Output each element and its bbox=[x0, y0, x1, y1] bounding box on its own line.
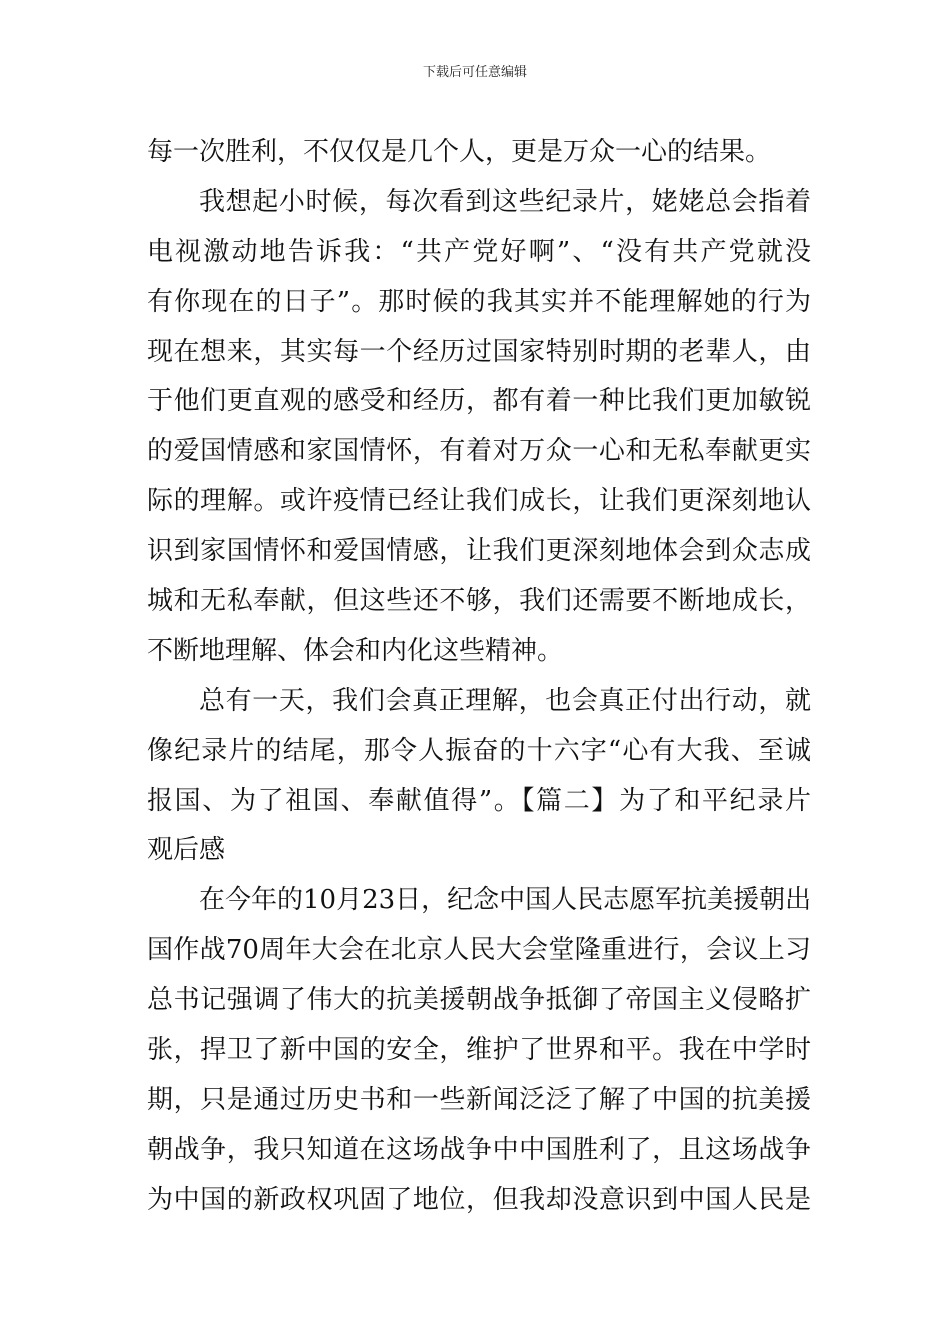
text-line: 报国、为了祖国、奉献值得”。【篇二】为了和平纪录片 bbox=[147, 785, 811, 816]
text-line: 期，只是通过历史书和一些新闻泛泛了解了中国的抗美援 bbox=[147, 1084, 811, 1115]
text-line: 观后感 bbox=[147, 835, 226, 866]
text-line: 像纪录片的结尾，那令人振奋的十六字“心有大我、至诚 bbox=[147, 735, 811, 766]
text-line: 于他们更直观的感受和经历，都有着一种比我们更加敏锐 bbox=[147, 386, 811, 417]
text-line: 我想起小时候，每次看到这些纪录片，姥姥总会指着 bbox=[199, 186, 811, 217]
text-line: 的爱国情感和家国情怀，有着对万众一心和无私奉献更实 bbox=[147, 436, 811, 467]
text-line: 在今年的10月23日，纪念中国人民志愿军抗美援朝出 bbox=[199, 885, 811, 916]
text-line: 现在想来，其实每一个经历过国家特别时期的老辈人，由 bbox=[147, 336, 811, 367]
text-line: 不断地理解、体会和内化这些精神。 bbox=[147, 635, 564, 666]
page-header: 下载后可任意编辑 bbox=[422, 65, 527, 80]
text-line: 为中国的新政权巩固了地位，但我却没意识到中国人民是 bbox=[147, 1184, 811, 1215]
text-line: 每一次胜利，不仅仅是几个人，更是万众一心的结果。 bbox=[147, 137, 772, 167]
text-line: 张，捍卫了新中国的安全，维护了世界和平。我在中学时 bbox=[147, 1035, 811, 1066]
text-line: 国作战70周年大会在北京人民大会堂隆重进行，会议上习 bbox=[147, 935, 811, 966]
text-line: 有你现在的日子”。那时候的我其实并不能理解她的行为 bbox=[147, 286, 811, 317]
text-line: 电视激动地告诉我：“共产党好啊”、“没有共产党就没 bbox=[147, 236, 811, 267]
document-body bbox=[147, 128, 811, 1226]
text-line: 际的理解。或许疫情已经让我们成长，让我们更深刻地认 bbox=[147, 486, 811, 517]
text-line: 识到家国情怀和爱国情感，让我们更深刻地体会到众志成 bbox=[147, 536, 811, 567]
text-line: 总书记强调了伟大的抗美援朝战争抵御了帝国主义侵略扩 bbox=[147, 985, 811, 1016]
text-line: 总有一天，我们会真正理解，也会真正付出行动，就 bbox=[199, 685, 811, 716]
text-line: 朝战争，我只知道在这场战争中中国胜利了，且这场战争 bbox=[147, 1134, 811, 1165]
text-line: 城和无私奉献，但这些还不够，我们还需要不断地成长， bbox=[147, 586, 811, 617]
